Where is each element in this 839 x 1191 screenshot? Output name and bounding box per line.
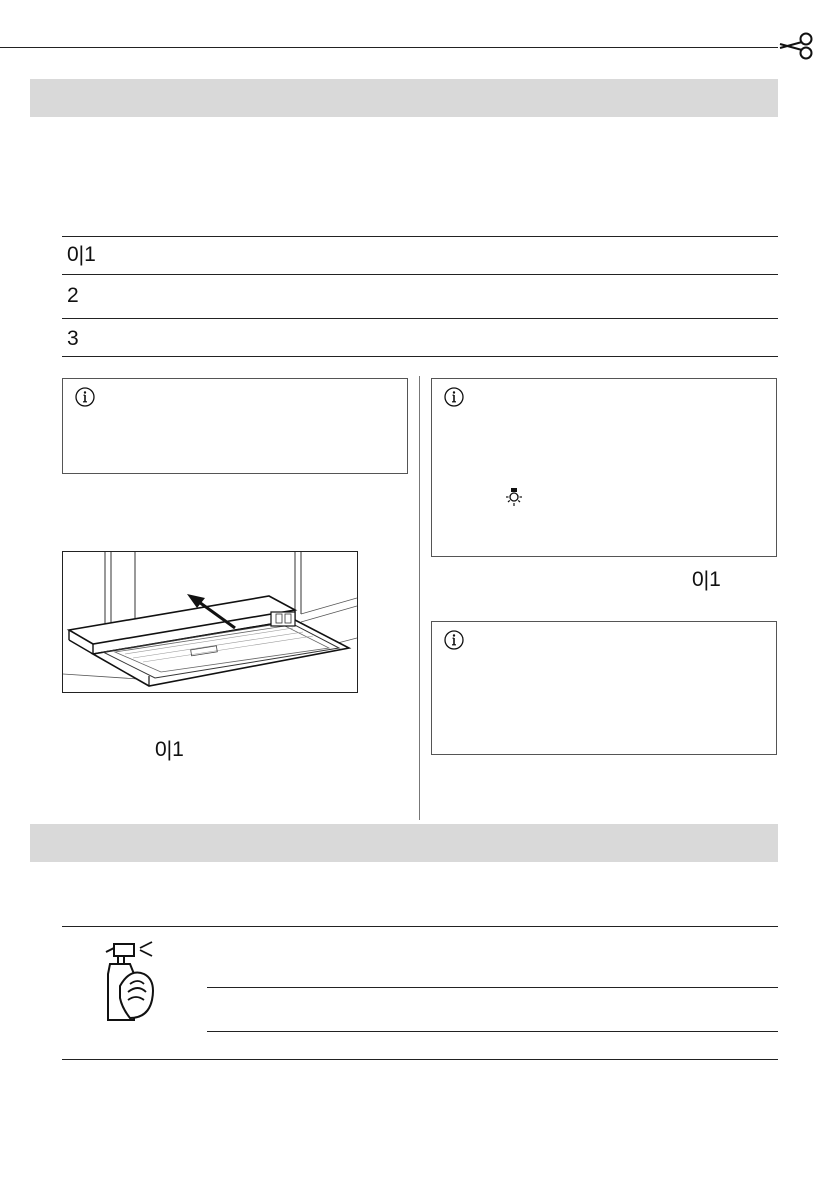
- table-rule: [62, 318, 778, 319]
- speed-3-symbol: 3: [67, 327, 79, 350]
- inline-on-off-symbol: 0|1: [155, 738, 184, 761]
- section-header-band: [30, 79, 778, 117]
- info-box-right-bottom: [431, 621, 777, 755]
- cleaning-table-rule: [207, 1031, 778, 1032]
- info-icon: [75, 387, 95, 407]
- light-bulb-icon: [503, 487, 525, 511]
- table-rule: [62, 274, 778, 275]
- info-box-left: [62, 378, 408, 474]
- cleaning-table-rule: [207, 987, 778, 988]
- info-icon: [444, 630, 464, 650]
- cut-line: [0, 47, 778, 48]
- column-divider: [419, 376, 420, 820]
- info-box-right-top: [431, 378, 777, 557]
- hood-illustration: [62, 551, 358, 693]
- table-rule-top: [62, 236, 778, 237]
- speed-2-symbol: 2: [67, 284, 79, 307]
- cleaning-table-rule-top: [62, 926, 778, 927]
- table-rule-bottom: [62, 356, 778, 357]
- inline-on-off-symbol: 0|1: [692, 568, 721, 591]
- info-icon: [444, 387, 464, 407]
- cleaning-table-rule-bottom: [62, 1059, 778, 1060]
- on-off-symbol: 0|1: [67, 243, 96, 266]
- section-header-band: [30, 824, 778, 862]
- scissors-icon: [776, 30, 816, 60]
- cleaning-spray-icon: [100, 938, 162, 1024]
